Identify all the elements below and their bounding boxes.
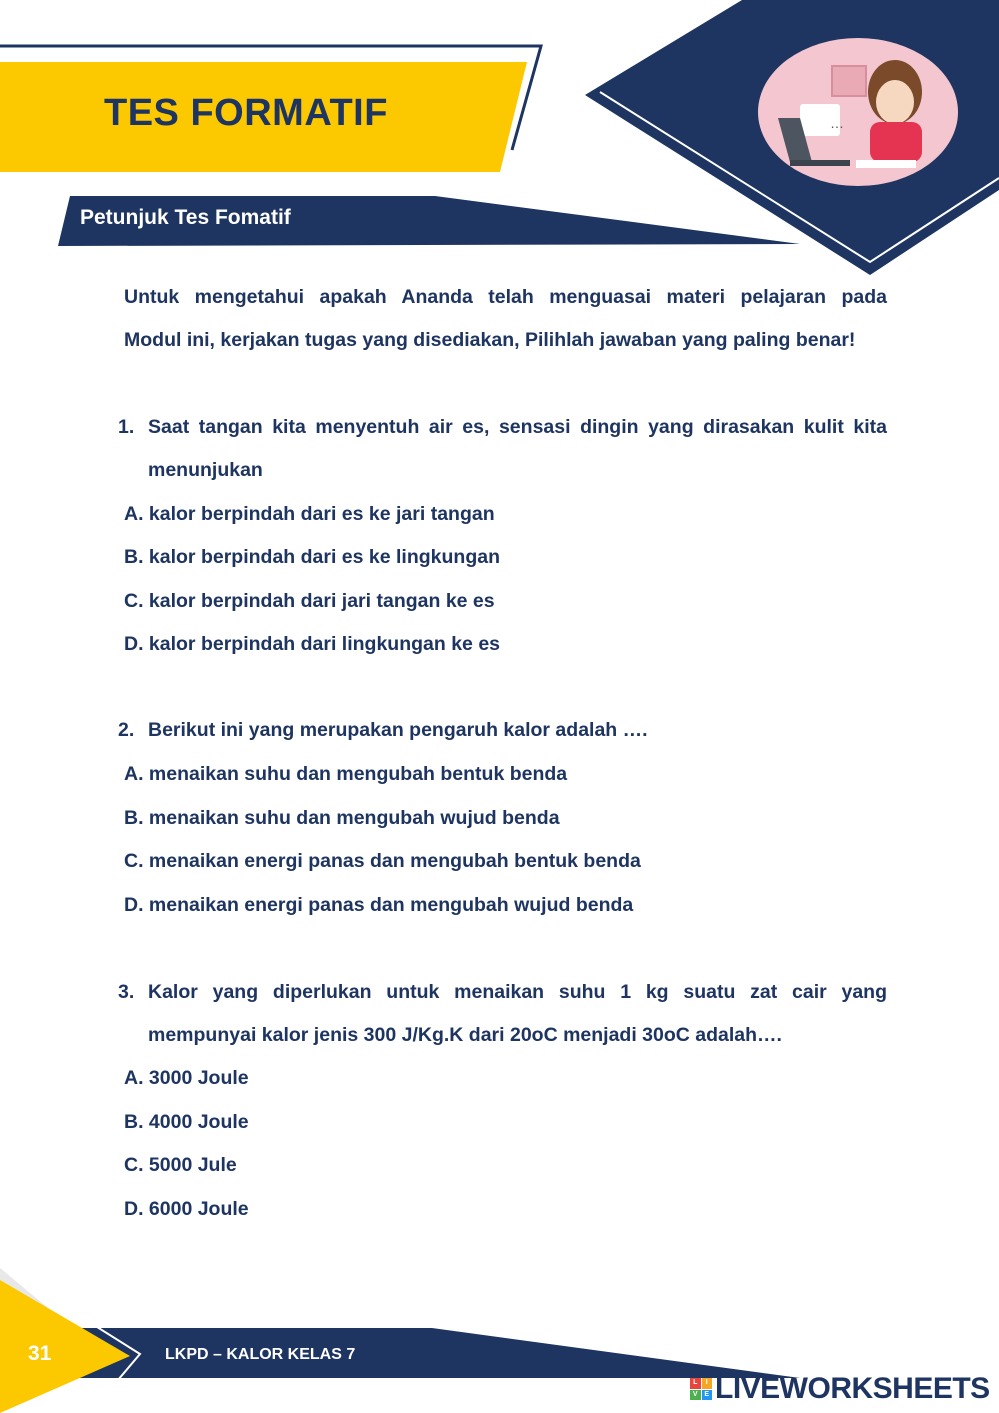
question-3 [118,971,887,1057]
svg-text:…: … [830,115,844,131]
option-2c[interactable]: C. menaikan energi panas dan mengubah bentuk benda [124,850,641,872]
question-text: Saat tangan kita menyentuh air es, sensasi dingin yang dirasakan kulit kita menunjukan [148,416,887,481]
question-number: 3. [118,981,135,1003]
girl-studying-laptop-illustration [758,38,958,186]
footer-yellow-triangle [0,1280,130,1413]
question-number: 1. [118,416,135,438]
question-2 [118,709,887,752]
liveworksheets-logo-icon: L I V E [690,1378,712,1400]
section-subheading: Petunjuk Tes Fomatif [80,206,291,229]
option-1a[interactable]: A. kalor berpindah dari es ke jari tangan [124,503,495,525]
instructions-line-2: Modul ini, kerjakan tugas yang disediakan, Pilihlah jawaban yang paling benar! [124,329,856,351]
question-text: Berikut ini yang merupakan pengaruh kalor adalah …. [148,719,648,741]
option-3c[interactable]: C. 5000 Jule [124,1154,237,1176]
option-2d[interactable]: D. menaikan energi panas dan mengubah wujud benda [124,894,634,916]
page-title: TES FORMATIF [104,92,388,134]
page-number: 31 [28,1342,52,1365]
question-1 [118,406,887,492]
question-text: Kalor yang diperlukan untuk menaikan suhu 1 kg suatu zat cair yang mempunyai kalor jenis 300 J/Kg.K dari 20oC menjadi 30oC adalah…. [148,981,887,1046]
option-1d[interactable]: D. kalor berpindah dari lingkungan ke es [124,633,501,655]
option-3a[interactable]: A. 3000 Joule [124,1067,249,1089]
option-3b[interactable]: B. 4000 Joule [124,1111,249,1133]
option-1c[interactable]: C. kalor berpindah dari jari tangan ke es [124,590,495,612]
option-2b[interactable]: B. menaikan suhu dan mengubah wujud benda [124,807,560,829]
footer-label: LKPD – KALOR KELAS 7 [165,1346,356,1363]
option-3d[interactable]: D. 6000 Joule [124,1198,249,1220]
liveworksheets-logo[interactable] [690,1372,990,1406]
option-2a[interactable]: A. menaikan suhu dan mengubah bentuk benda [124,763,568,785]
option-1b[interactable]: B. kalor berpindah dari es ke lingkungan [124,546,501,568]
instructions-line-1: Untuk mengetahui apakah Ananda telah menguasai materi pelajaran pada [124,286,887,308]
instructions [124,276,887,362]
question-number: 2. [118,719,135,741]
liveworksheets-wordmark: LIVEWORKSHEETS [715,1372,990,1405]
